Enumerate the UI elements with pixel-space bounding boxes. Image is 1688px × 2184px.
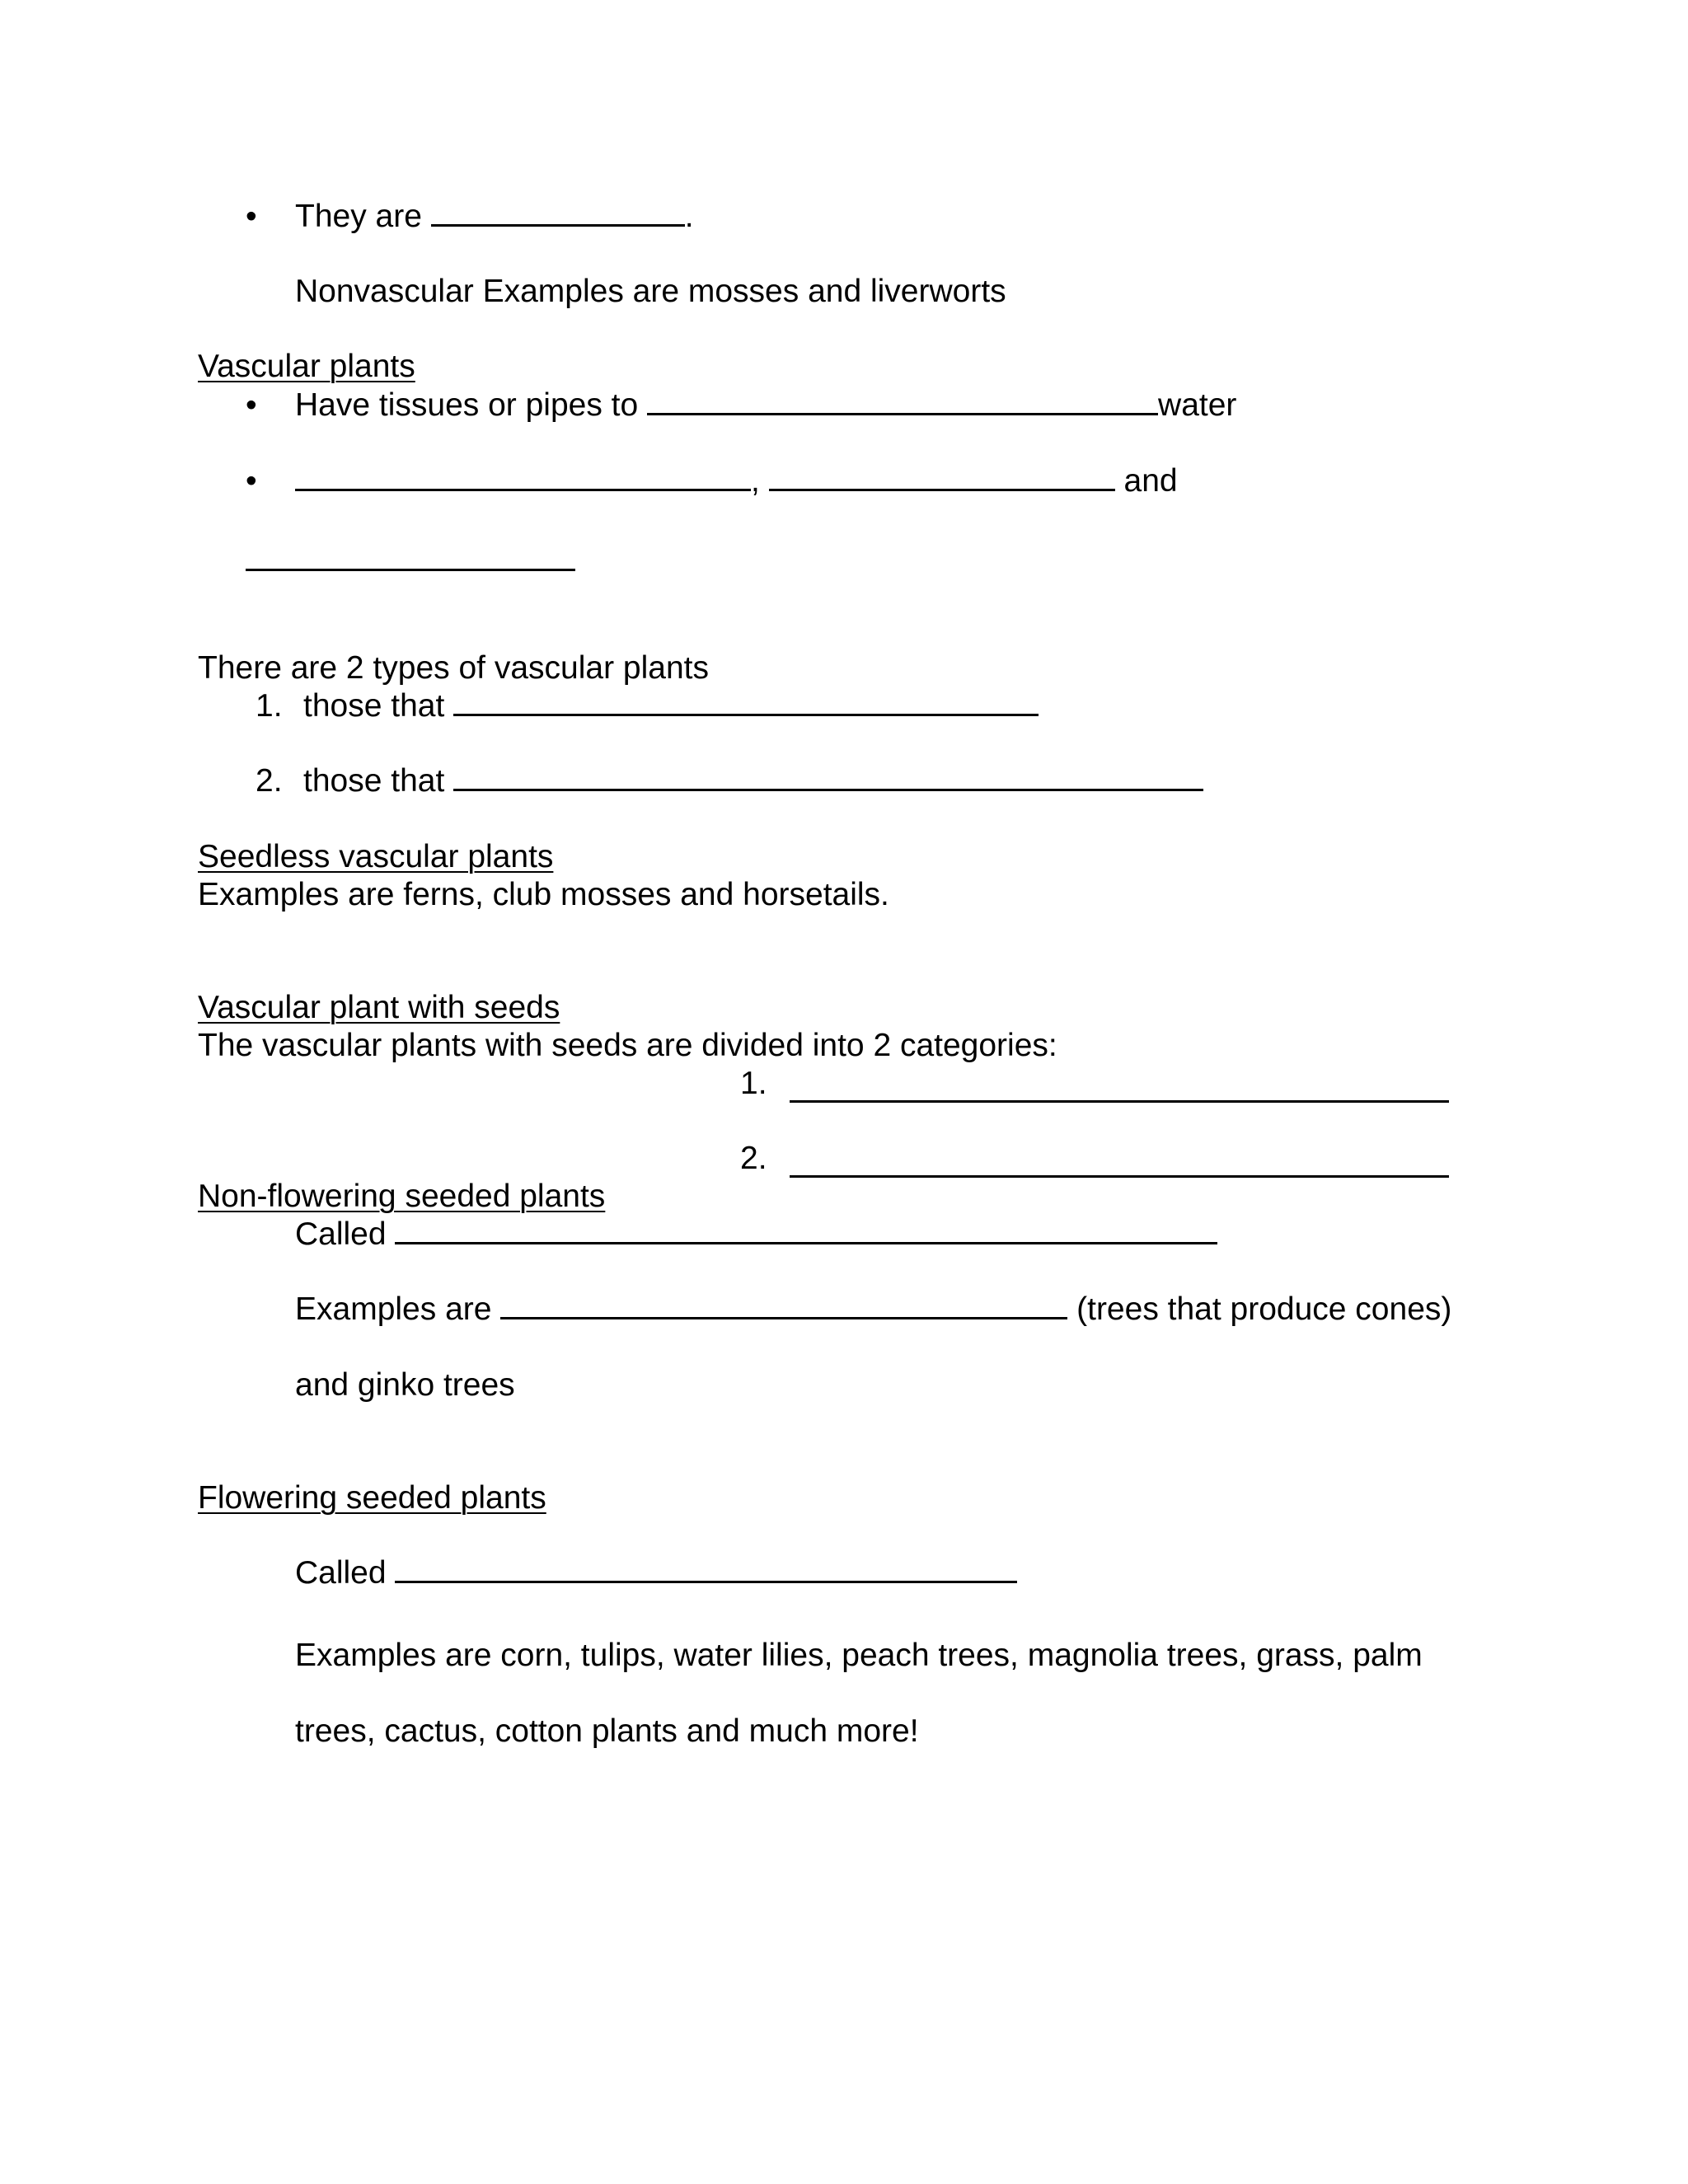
nonflowering-examples-prefix: Examples are: [295, 1291, 492, 1327]
vascular-pipes-suffix: water: [1158, 387, 1237, 423]
they-are-prefix: They are: [295, 199, 422, 234]
vascular-blank-1[interactable]: [295, 462, 751, 491]
type-2-prefix: those that: [303, 763, 445, 799]
flowering-called-line: [295, 1554, 1017, 1592]
flowering-examples-2: trees, cactus, cotton plants and much more!: [295, 1713, 919, 1749]
type-2-line: [303, 762, 1203, 800]
vascular-pipes-prefix: Have tissues or pipes to: [295, 387, 639, 423]
vascular-blank-3[interactable]: [246, 569, 575, 571]
nonflowering-called-line: [295, 1216, 1217, 1254]
vascular-three-blanks-line: [295, 462, 1178, 500]
nonflowering-examples-suffix: (trees that produce cones): [1076, 1291, 1452, 1327]
seeds-intro: The vascular plants with seeds are divided into 2 categories:: [198, 1028, 1057, 1063]
vascular-pipes-blank[interactable]: [647, 387, 1158, 415]
they-are-suffix: .: [684, 199, 694, 234]
flowering-called-blank[interactable]: [395, 1554, 1017, 1583]
they-are-line: [295, 198, 694, 236]
bullet-vascular-1: •: [246, 387, 257, 423]
vascular-blank-2[interactable]: [769, 462, 1115, 491]
flowering-heading: Flowering seeded plants: [198, 1480, 546, 1516]
seeds-heading: Vascular plant with seeds: [198, 990, 560, 1025]
flowering-called-label: Called: [295, 1555, 387, 1591]
flowering-examples-1: Examples are corn, tulips, water lilies, peach trees, magnolia trees, grass, palm: [295, 1638, 1423, 1673]
seedless-examples: Examples are ferns, club mosses and horsetails.: [198, 877, 889, 912]
nonflowering-called-label: Called: [295, 1216, 387, 1252]
vascular-comma: ,: [751, 463, 760, 499]
type-2-number: 2.: [256, 763, 283, 799]
category-1-number: 1.: [740, 1066, 767, 1101]
type-1-prefix: those that: [303, 688, 445, 724]
nonvascular-examples: Nonvascular Examples are mosses and liverworts: [295, 274, 1006, 309]
category-2-blank[interactable]: [790, 1175, 1449, 1178]
they-are-blank[interactable]: [431, 198, 685, 227]
type-1-blank[interactable]: [453, 687, 1039, 716]
bullet-vascular-2: •: [246, 463, 257, 499]
types-intro: There are 2 types of vascular plants: [198, 650, 709, 686]
bullet-they-are: •: [246, 199, 257, 234]
nonflowering-examples-line: [295, 1291, 1451, 1329]
nonflowering-heading: Non-flowering seeded plants: [198, 1179, 606, 1214]
type-1-number: 1.: [256, 688, 283, 724]
type-1-line: [303, 687, 1039, 725]
nonflowering-examples-blank[interactable]: [500, 1291, 1067, 1319]
nonflowering-called-blank[interactable]: [395, 1216, 1217, 1244]
vascular-pipes-line: [295, 387, 1236, 424]
seedless-heading: Seedless vascular plants: [198, 839, 554, 874]
type-2-blank[interactable]: [453, 762, 1203, 791]
vascular-and: and: [1123, 463, 1178, 499]
category-2-number: 2.: [740, 1141, 767, 1176]
category-1-blank[interactable]: [790, 1100, 1449, 1103]
vascular-heading: Vascular plants: [198, 349, 415, 384]
nonflowering-ginko: and ginko trees: [295, 1367, 515, 1403]
